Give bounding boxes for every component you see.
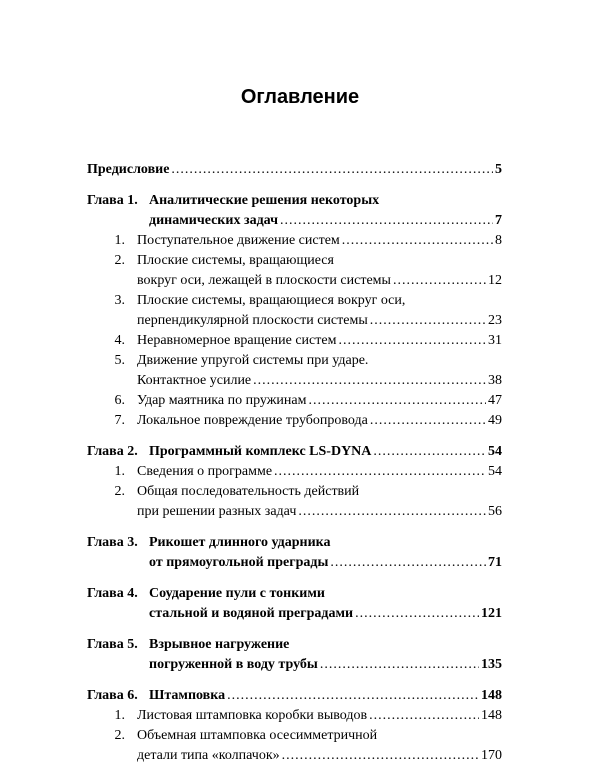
page-title: Оглавление (240, 86, 360, 108)
section-title-cont: при решении разных задач (137, 504, 297, 519)
section-title: Объемная штамповка осесимметричной (137, 728, 378, 743)
chapter-title-cont: стальной и водяной преградами (149, 606, 354, 621)
chapter-number: Глава 3. (87, 535, 138, 550)
toc-page-number: 148 (481, 688, 502, 703)
leader-dots (369, 706, 479, 726)
section-number: 2. (114, 253, 125, 268)
chapter-title-cont: от прямоугольной преграды (149, 555, 329, 570)
toc-page-number: 12 (488, 273, 502, 288)
leader-dots (355, 604, 479, 624)
section-number: 1. (114, 708, 125, 723)
section-title: Плоские системы, вращающиеся (137, 253, 334, 268)
toc-chapter-5-cont[interactable] (87, 655, 502, 675)
leader-dots (274, 462, 486, 482)
toc-section[interactable] (87, 726, 502, 746)
toc-page-number: 54 (488, 444, 502, 459)
leader-dots (342, 231, 493, 251)
section-title: Плоские системы, вращающиеся вокруг оси, (137, 293, 406, 308)
toc-chapter-3-cont[interactable] (87, 553, 502, 573)
section-number: 2. (114, 728, 125, 743)
toc-section-cont[interactable] (87, 311, 502, 331)
section-number: 5. (114, 353, 125, 368)
section-title: Удар маятника по пружинам (137, 393, 307, 408)
toc-section[interactable] (87, 331, 502, 351)
toc-chapter-4-cont[interactable] (87, 604, 502, 624)
toc-section[interactable] (87, 291, 502, 311)
leader-dots (280, 211, 493, 231)
toc-section[interactable] (87, 351, 502, 371)
chapter-title: Соударение пули с тонкими (149, 586, 325, 601)
leader-dots (298, 502, 486, 522)
toc-section[interactable] (87, 482, 502, 502)
section-title-cont: детали типа «колпачок» (137, 748, 280, 763)
chapter-title: Аналитические решения некоторых (149, 193, 380, 208)
toc-page-number: 170 (481, 748, 502, 763)
section-title: Поступательное движение систем (137, 233, 340, 248)
toc-page-number: 54 (488, 464, 502, 479)
leader-dots (330, 553, 486, 573)
toc-section[interactable] (87, 411, 502, 431)
section-number: 2. (114, 484, 125, 499)
toc-section-cont[interactable] (87, 271, 502, 291)
chapter-title: Рикошет длинного ударника (149, 535, 331, 550)
toc-page-number: 38 (488, 373, 502, 388)
section-number: 7. (114, 413, 125, 428)
chapter-title-cont: погруженной в воду трубы (149, 657, 318, 672)
section-title: Неравномерное вращение систем (137, 333, 337, 348)
toc-entry-preface[interactable] (87, 160, 502, 180)
chapter-number: Глава 5. (87, 637, 138, 652)
toc-chapter-5[interactable] (87, 635, 502, 655)
toc-page-number: 135 (481, 657, 502, 672)
chapter-number: Глава 6. (87, 688, 138, 703)
leader-dots (308, 391, 486, 411)
section-title: Движение упругой системы при ударе. (137, 353, 369, 368)
section-title: Общая последовательность действий (137, 484, 360, 499)
leader-dots (253, 371, 486, 391)
chapter-number: Глава 2. (87, 444, 138, 459)
toc-page-number: 5 (495, 162, 502, 177)
chapter-title-cont: динамических задач (149, 213, 278, 228)
chapter-number: Глава 4. (87, 586, 138, 601)
chapter-title: Программный комплекс LS-DYNA (149, 444, 372, 459)
toc-chapter-1[interactable] (87, 191, 502, 211)
toc-page-number: 148 (481, 708, 502, 723)
toc-page-number: 7 (495, 213, 502, 228)
toc-page-number: 31 (488, 333, 502, 348)
toc-section-cont[interactable] (87, 502, 502, 522)
leader-dots (370, 411, 486, 431)
section-number: 6. (114, 393, 125, 408)
toc-section[interactable] (87, 251, 502, 271)
toc-entry-label: Предисловие (87, 162, 170, 177)
section-number: 3. (114, 293, 125, 308)
chapter-title: Штамповка (149, 688, 226, 703)
leader-dots (370, 311, 486, 331)
table-of-contents (87, 160, 502, 766)
section-number: 1. (114, 464, 125, 479)
toc-page-number: 56 (488, 504, 502, 519)
toc-page-number: 121 (481, 606, 502, 621)
toc-chapter-2[interactable] (87, 442, 502, 462)
section-title-cont: Контактное усилие (137, 373, 252, 388)
toc-section-cont[interactable] (87, 746, 502, 766)
leader-dots (282, 746, 479, 766)
leader-dots (171, 160, 493, 180)
toc-section-cont[interactable] (87, 371, 502, 391)
section-number: 4. (114, 333, 125, 348)
section-title: Сведения о программе (137, 464, 273, 479)
section-title-cont: вокруг оси, лежащей в плоскости системы (137, 273, 391, 288)
chapter-number: Глава 1. (87, 193, 138, 208)
leader-dots (373, 442, 486, 462)
toc-section[interactable] (87, 391, 502, 411)
toc-chapter-3[interactable] (87, 533, 502, 553)
section-title: Листовая штамповка коробки выводов (137, 708, 368, 723)
toc-section[interactable] (87, 706, 502, 726)
leader-dots (393, 271, 486, 291)
toc-page-number: 8 (495, 233, 502, 248)
chapter-title: Взрывное нагружение (149, 637, 290, 652)
section-number: 1. (114, 233, 125, 248)
toc-chapter-6[interactable] (87, 686, 502, 706)
leader-dots (320, 655, 479, 675)
toc-chapter-1-cont[interactable] (87, 211, 502, 231)
leader-dots (227, 686, 479, 706)
toc-page-number: 49 (488, 413, 502, 428)
toc-section[interactable] (87, 231, 502, 251)
leader-dots (338, 331, 486, 351)
toc-chapter-4[interactable] (87, 584, 502, 604)
toc-page-number: 71 (488, 555, 502, 570)
toc-page-number: 23 (488, 313, 502, 328)
toc-page-number: 47 (488, 393, 502, 408)
toc-section[interactable] (87, 462, 502, 482)
section-title-cont: перпендикулярной плоскости системы (137, 313, 368, 328)
section-title: Локальное повреждение трубопровода (137, 413, 368, 428)
